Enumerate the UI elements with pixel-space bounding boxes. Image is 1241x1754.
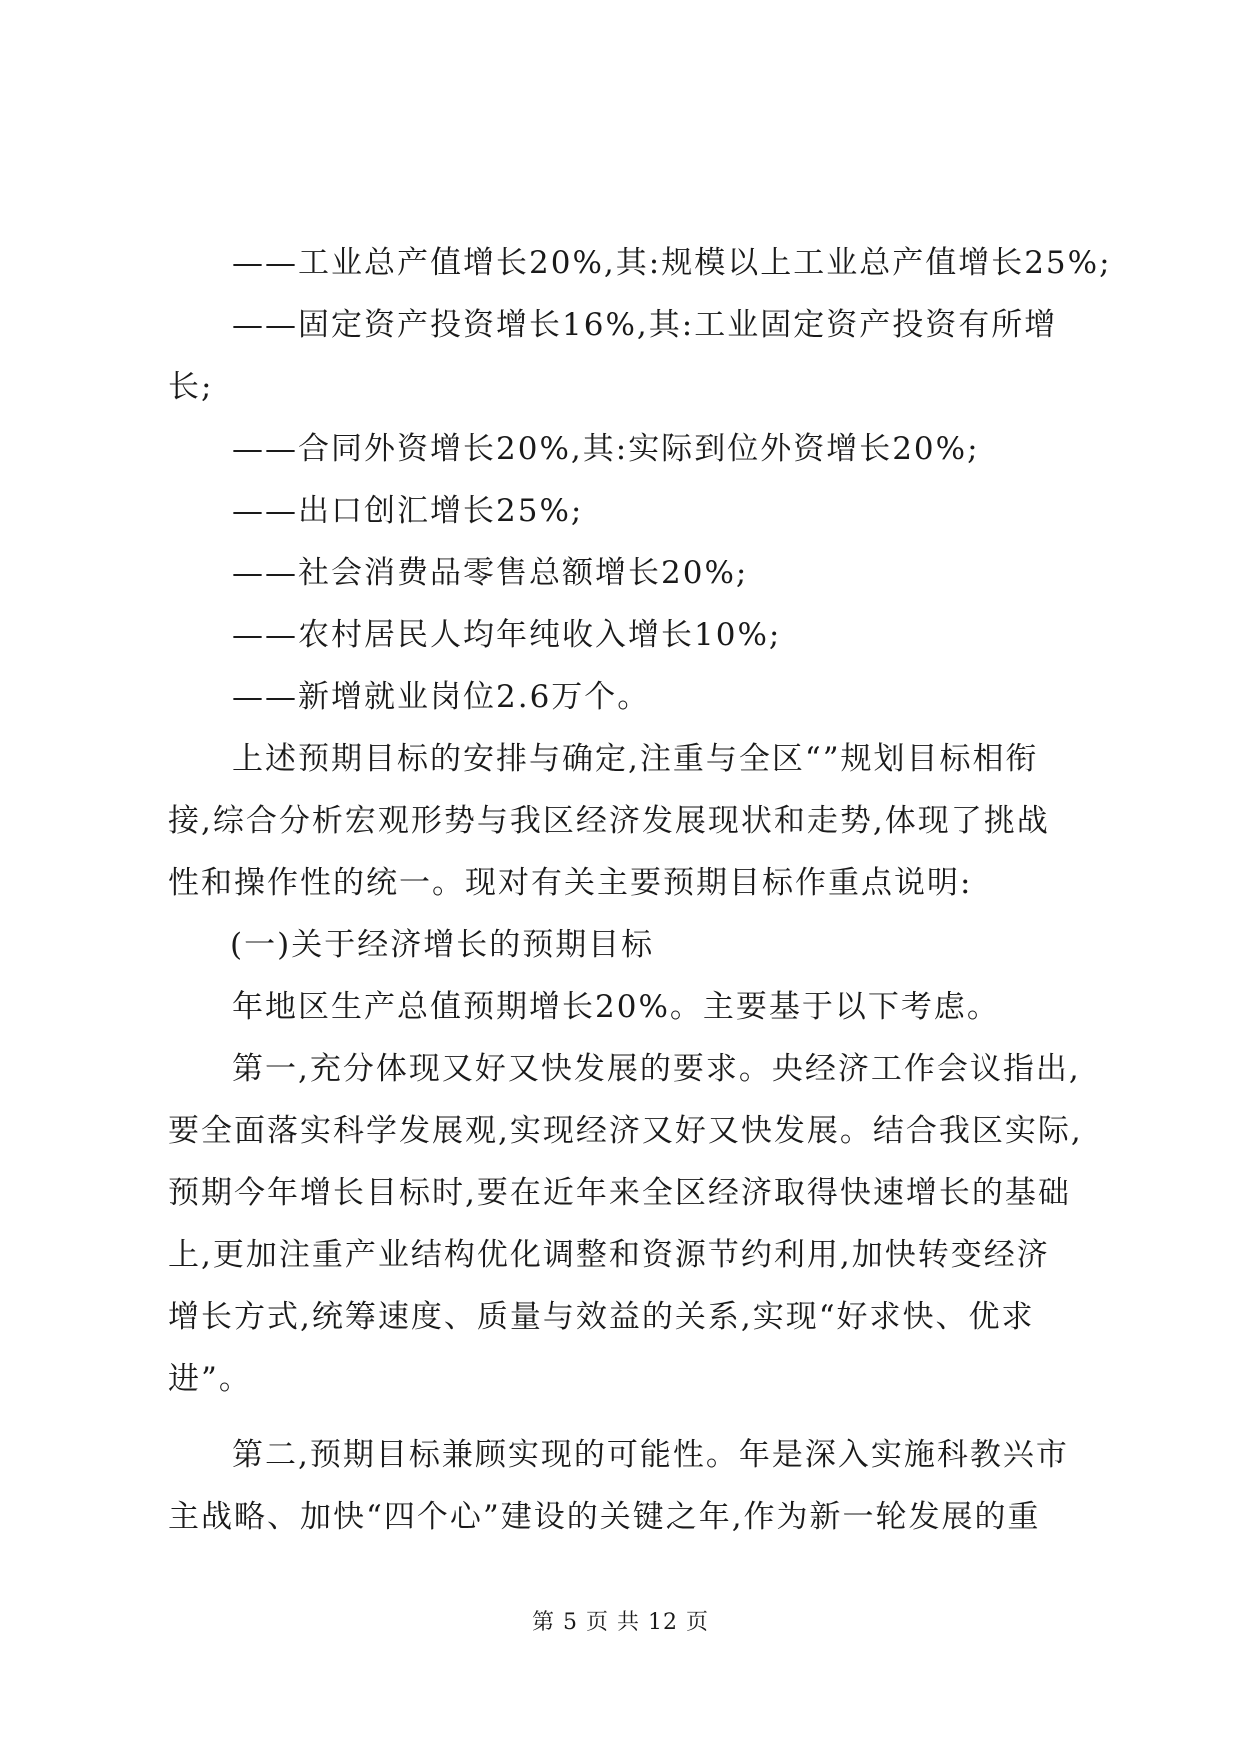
section-heading: (一)关于经济增长的预期目标 [230, 927, 655, 963]
text-line: 第一,充分体现又好又快发展的要求。央经济工作会议指出, [232, 1051, 1081, 1087]
paragraph-gap [168, 1410, 1080, 1424]
text-line: 进”。 [168, 1361, 252, 1397]
text-line: 接,综合分析宏观形势与我区经济发展现状和走势,体现了挑战 [168, 803, 1050, 839]
text-line: ——社会消费品零售总额增长20%; [232, 555, 749, 591]
text-line: ——新增就业岗位2.6万个。 [232, 679, 651, 715]
document-body [168, 232, 1112, 1548]
text-line: ——工业总产值增长20%,其:规模以上工业总产值增长25%; [232, 245, 1112, 281]
text-line: 上述预期目标的安排与确定,注重与全区“”规划目标相衔 [232, 741, 1039, 777]
text-line: 预期今年增长目标时,要在近年来全区经济取得快速增长的基础 [168, 1175, 1071, 1211]
text-line: 年地区生产总值预期增长20%。主要基于以下考虑。 [232, 989, 1000, 1025]
text-line: ——固定资产投资增长16%,其:工业固定资产投资有所增 [232, 307, 1058, 343]
text-line: 主战略、加快“四个心”建设的关键之年,作为新一轮发展的重 [168, 1499, 1041, 1535]
text-line: ——出口创汇增长25%; [232, 493, 584, 529]
page-number: 第 5 页 共 12 页 [532, 1610, 709, 1635]
text-line: ——农村居民人均年纯收入增长10%; [232, 617, 782, 653]
text-line: 第二,预期目标兼顾实现的可能性。年是深入实施科教兴市 [232, 1437, 1069, 1473]
text-line: 上,更加注重产业结构优化调整和资源节约利用,加快转变经济 [168, 1237, 1050, 1273]
text-line: 增长方式,统筹速度、质量与效益的关系,实现“好求快、优求 [168, 1299, 1035, 1335]
text-line: 要全面落实科学发展观,实现经济又好又快发展。结合我区实际, [168, 1113, 1083, 1149]
text-line: 性和操作性的统一。现对有关主要预期目标作重点说明: [168, 865, 973, 901]
text-line: 长; [168, 369, 214, 405]
text-line: ——合同外资增长20%,其:实际到位外资增长20%; [232, 431, 980, 467]
